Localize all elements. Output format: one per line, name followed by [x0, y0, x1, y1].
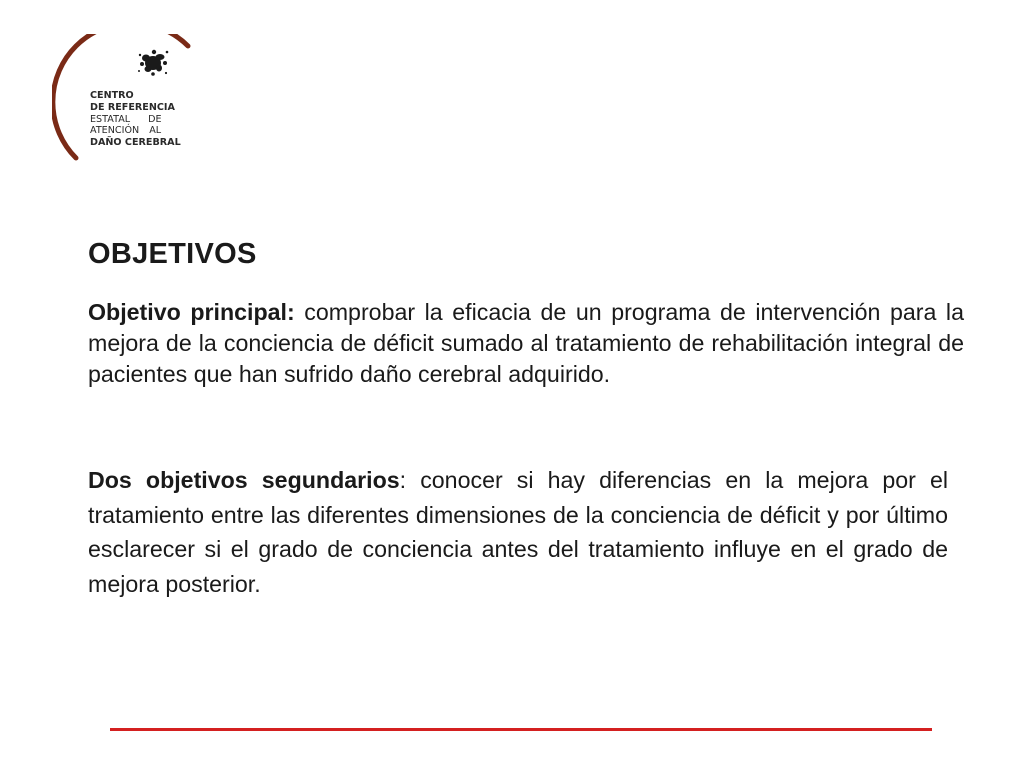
secondary-objectives-text: : conocer si hay diferencias en la mejora por el tratamiento entre las diferentes dimensiones de la conciencia de déficit y por último esclarecer si el grado de conciencia antes del tratamiento influye en el grado de mejora posterior. — [88, 467, 948, 597]
main-objective-lead: Objetivo principal: — [88, 299, 295, 325]
logo-line-referencia: DE REFERENCIA — [90, 101, 175, 113]
secondary-objectives-paragraph — [88, 463, 948, 601]
logo-line-atencion: ATENCIÓN — [90, 125, 140, 137]
logo-wordmark — [90, 90, 181, 149]
logo-line-estatal: ESTATAL — [90, 113, 131, 125]
secondary-objectives-lead: Dos objetivos segundarios — [88, 467, 400, 493]
main-objective-paragraph — [88, 297, 964, 390]
logo-line-estatal-row — [90, 114, 181, 126]
organization-logo — [52, 34, 222, 170]
logo-line-centro: CENTRO — [90, 90, 134, 101]
footer-divider — [110, 728, 932, 731]
main-objective-text: comprobar la eficacia de un programa de intervención para la mejora de la conciencia de déficit sumado al tratamiento de rehabilitación integral de pacientes que han sufrido daño cerebral adquirido. — [88, 299, 964, 387]
logo-line-dano-cerebral: DAÑO CEREBRAL — [90, 137, 181, 149]
logo-line-de: DE — [148, 113, 162, 125]
logo-line-al: AL — [149, 125, 162, 137]
ink-splat-icon — [136, 46, 170, 78]
slide-title: OBJETIVOS — [88, 238, 257, 270]
logo-line-atencion-row — [90, 125, 181, 137]
